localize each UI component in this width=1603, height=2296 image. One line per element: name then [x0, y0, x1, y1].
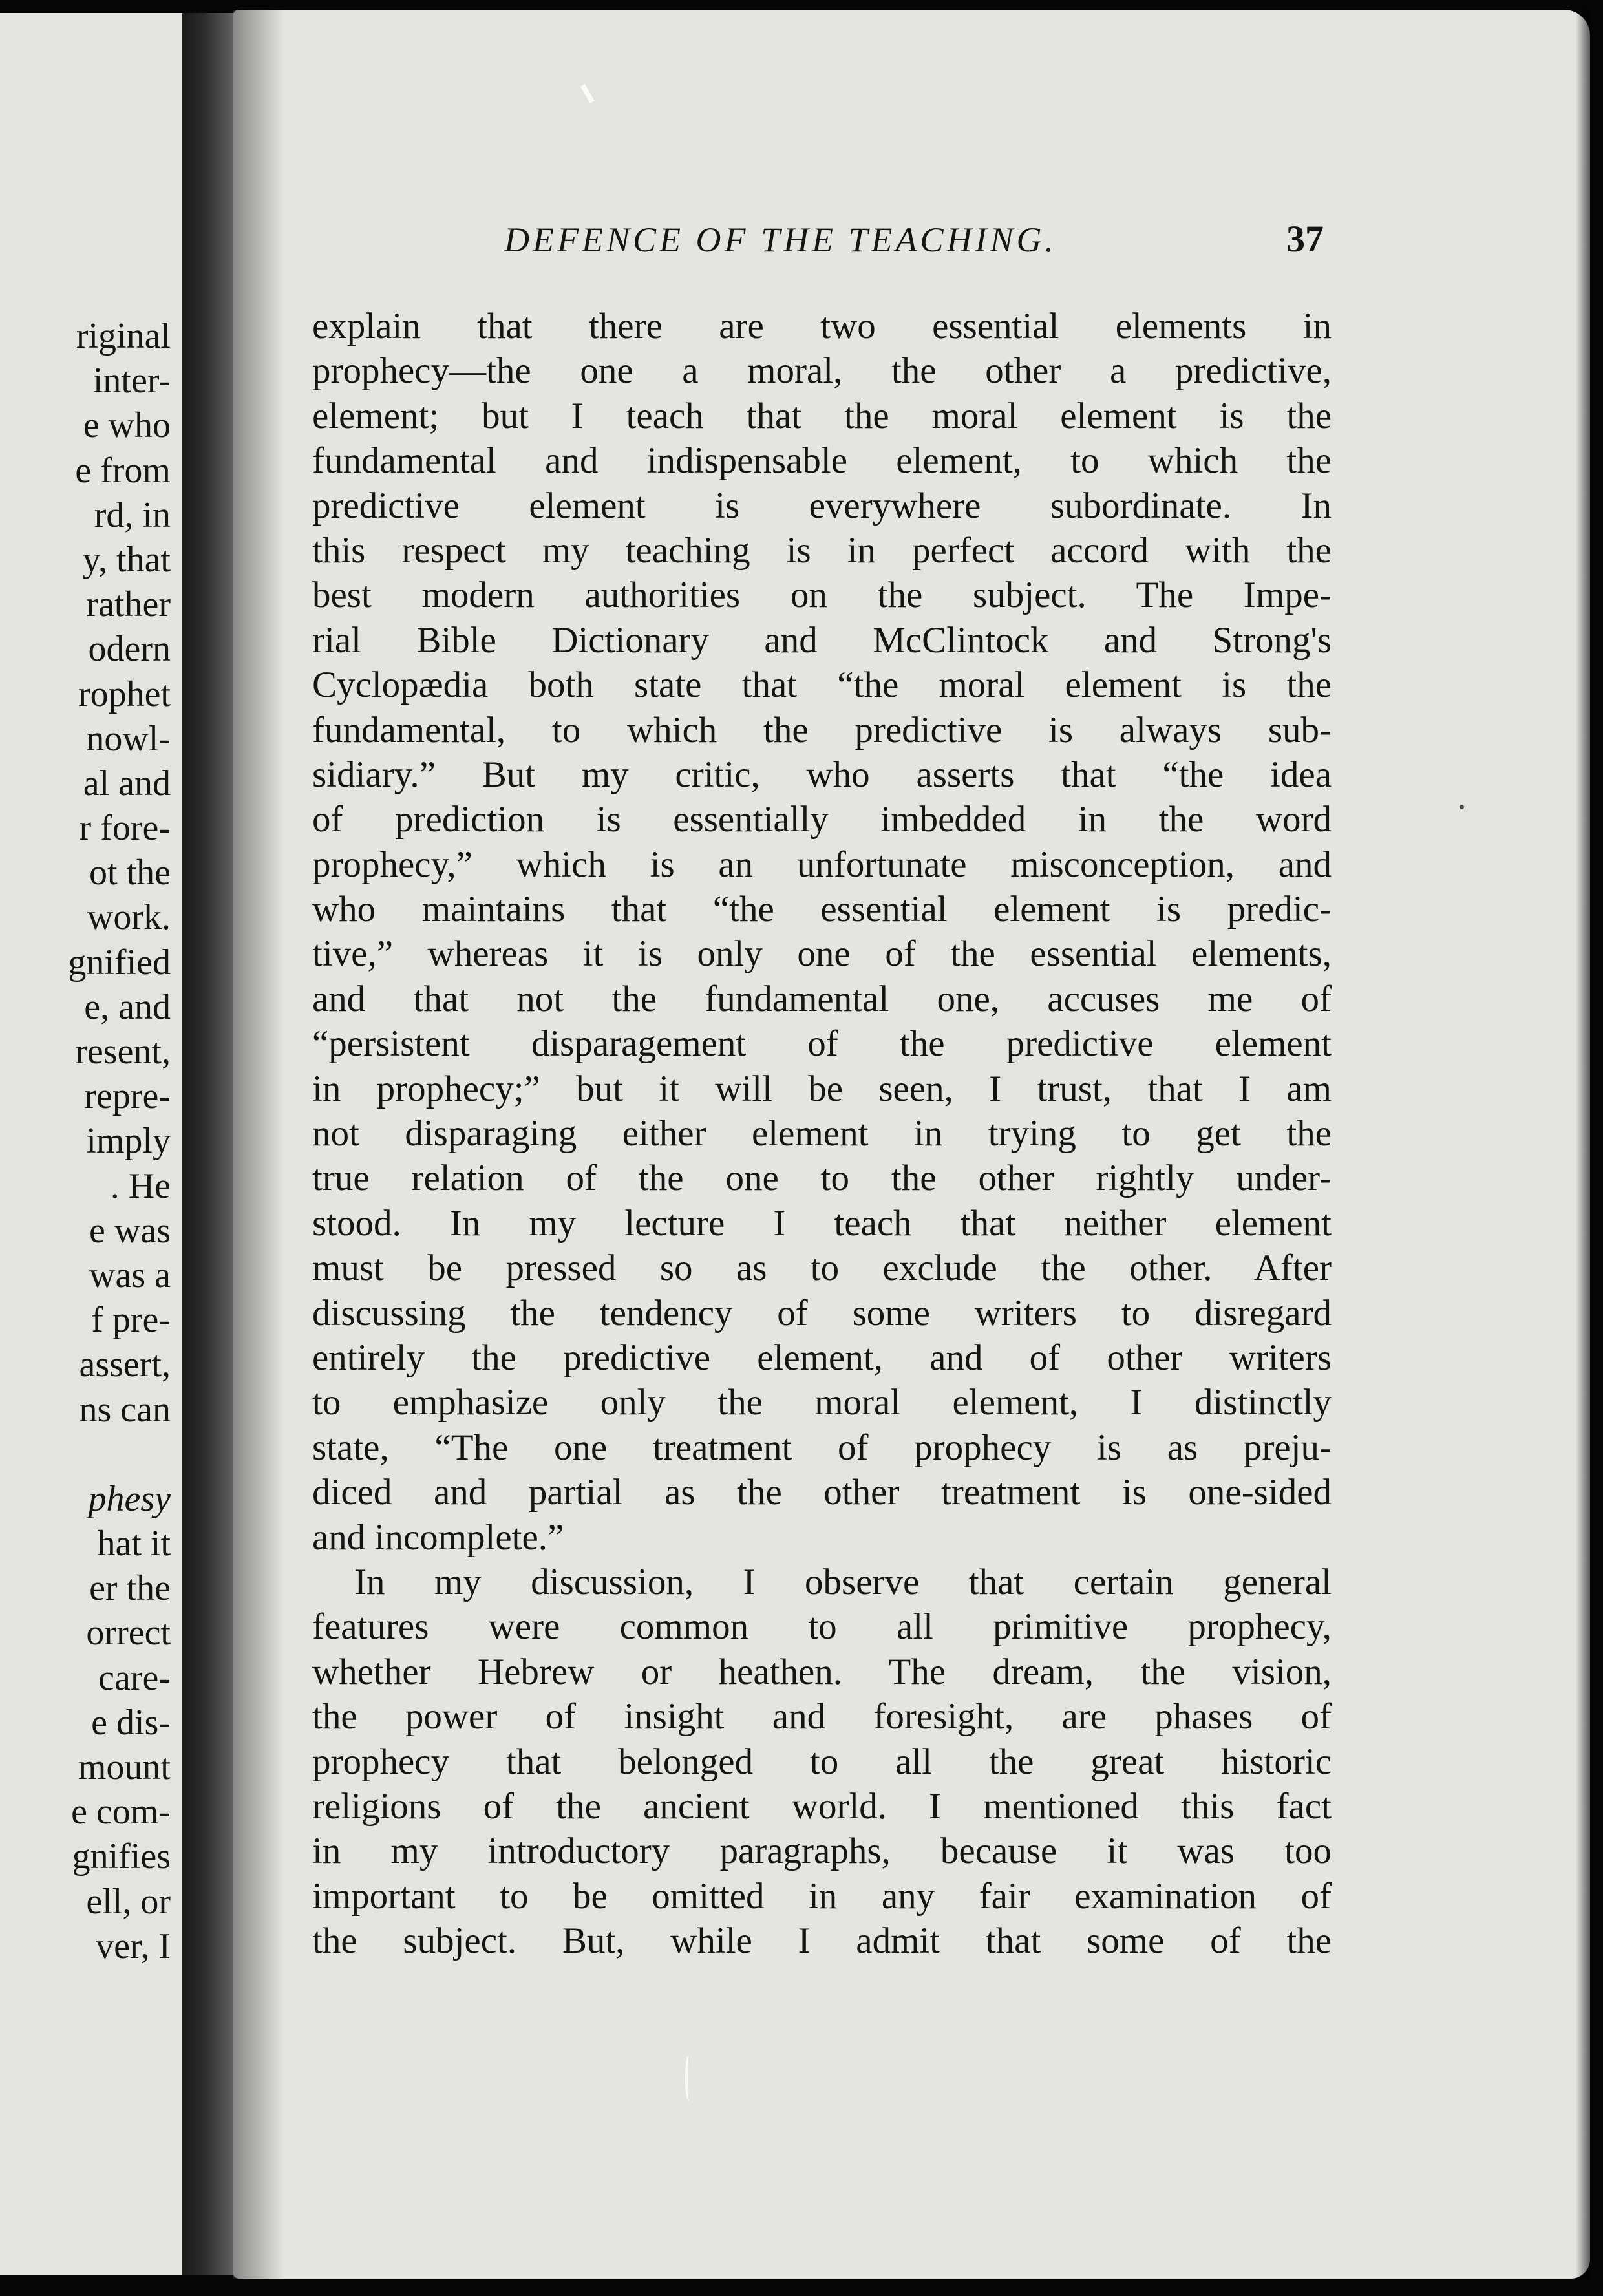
previous-page-line: f pre-	[91, 1300, 171, 1341]
text-line: in prophecy;” but it will be seen, I trust, that I am	[312, 1068, 1332, 1109]
text-line: and incomplete.”	[312, 1516, 564, 1558]
previous-page-line: inter-	[92, 361, 171, 401]
text-line: explain that there are two essential elements in	[312, 306, 1332, 346]
previous-page-line	[3, 1432, 171, 1477]
text-line: and that not the fundamental one, accuses me of	[312, 978, 1332, 1019]
previous-page-line: e dis-	[91, 1702, 171, 1743]
previous-page-line: ell, or	[86, 1881, 171, 1922]
page-edge-shadow	[1576, 10, 1590, 2279]
previous-page-line: phesy	[88, 1478, 171, 1519]
previous-page-line: ver, I	[96, 1926, 171, 1966]
text-line: entirely the predictive element, and of other writers	[312, 1337, 1332, 1378]
text-line: rial Bible Dictionary and McClintock and Strong's	[312, 619, 1332, 661]
previous-page-line: er the	[89, 1568, 171, 1609]
text-line: discussing the tendency of some writers to disregard	[312, 1292, 1332, 1334]
text-line: the power of insight and foresight, are phases of	[312, 1696, 1332, 1738]
text-line: must be pressed so as to exclude the other. After	[312, 1248, 1332, 1289]
previous-page-line: hat it	[97, 1524, 171, 1564]
previous-page-line: was a	[89, 1255, 171, 1295]
text-line: prophecy,” which is an unfortunate misconception, and	[312, 844, 1332, 885]
text-line: best modern authorities on the subject. The Impe-	[312, 575, 1332, 616]
previous-page-line: . He	[110, 1165, 171, 1206]
previous-page-line: e from	[75, 450, 171, 491]
previous-page-line: rophet	[78, 674, 171, 714]
previous-page-line: imply	[86, 1121, 171, 1162]
previous-page-line: y, that	[82, 539, 171, 580]
previous-page-line: assert,	[79, 1345, 171, 1385]
previous-page-line: e, and	[84, 986, 171, 1027]
text-line: fundamental and indispensable element, to which the	[312, 440, 1332, 482]
text-line: the subject. But, while I admit that some of the	[312, 1920, 1332, 1962]
text-line: features were common to all primitive prophecy,	[312, 1606, 1332, 1648]
previous-page-line: odern	[88, 629, 171, 670]
previous-page-line: repre-	[84, 1076, 171, 1117]
text-line: “persistent disparagement of the predictive element	[312, 1023, 1332, 1065]
text-line: fundamental, to which the predictive is always sub-	[312, 709, 1332, 750]
previous-page-line: al and	[83, 763, 171, 803]
text-line: element; but I teach that the moral element is the	[312, 395, 1332, 436]
text-line: of prediction is essentially imbedded in the word	[312, 799, 1332, 840]
text-line: tive,” whereas it is only one of the essential elements,	[312, 933, 1332, 975]
page-number: 37	[1286, 218, 1324, 260]
previous-page-line: mount	[78, 1747, 171, 1787]
text-line: who maintains that “the essential element is predic-	[312, 889, 1332, 930]
previous-page-line: e who	[83, 405, 171, 446]
previous-page-line: r fore-	[79, 808, 171, 849]
text-line: not disparaging either element in trying to get the	[312, 1113, 1332, 1154]
previous-page-line: gnifies	[72, 1836, 171, 1877]
text-line: prophecy—the one a moral, the other a predictive,	[312, 350, 1332, 392]
text-line: stood. In my lecture I teach that neither element	[312, 1202, 1332, 1244]
running-head: DEFENCE OF THE TEACHING.	[504, 220, 1057, 259]
text-line: predictive element is everywhere subordinate. In	[312, 485, 1332, 526]
text-line: sidiary.” But my critic, who asserts that “the idea	[312, 754, 1332, 795]
scan-speck	[685, 2056, 694, 2101]
previous-page-line: resent,	[75, 1032, 171, 1072]
text-line: whether Hebrew or heathen. The dream, the vision,	[312, 1651, 1332, 1692]
previous-page-text	[3, 314, 171, 1969]
text-line: state, “The one treatment of prophecy is as preju-	[312, 1427, 1332, 1468]
previous-page-line: work.	[87, 897, 171, 938]
previous-page-line: ot the	[89, 853, 171, 893]
text-line: Cyclopædia both state that “the moral element is the	[312, 664, 1332, 706]
previous-page-line: care-	[98, 1657, 171, 1698]
previous-page-fragment	[0, 13, 182, 2275]
page-body-text	[312, 304, 1332, 1963]
text-line: In my discussion, I observe that certain general	[354, 1561, 1332, 1602]
text-line: in my introductory paragraphs, because it was too	[312, 1831, 1332, 1872]
previous-page-line: nowl-	[86, 718, 171, 759]
text-line: true relation of the one to the other rightly under-	[312, 1158, 1332, 1199]
previous-page-line: riginal	[76, 316, 171, 356]
text-line: to emphasize only the moral element, I distinctly	[312, 1382, 1332, 1423]
previous-page-line: gnified	[68, 942, 171, 983]
previous-page-line: e com-	[71, 1792, 171, 1833]
text-line: important to be omitted in any fair examination of	[312, 1875, 1332, 1917]
text-line: religions of the ancient world. I mentioned this fact	[312, 1785, 1332, 1827]
previous-page-line: rd, in	[94, 494, 171, 535]
text-line: diced and partial as the other treatment is one-sided	[312, 1472, 1332, 1513]
previous-page-line: orrect	[86, 1613, 171, 1653]
scan-speck	[1460, 805, 1464, 809]
text-line: this respect my teaching is in perfect accord with the	[312, 529, 1332, 571]
previous-page-line: rather	[86, 584, 171, 625]
previous-page-line: ns can	[79, 1389, 171, 1430]
text-line: prophecy that belonged to all the great historic	[312, 1741, 1332, 1782]
previous-page-line: e was	[89, 1210, 171, 1251]
